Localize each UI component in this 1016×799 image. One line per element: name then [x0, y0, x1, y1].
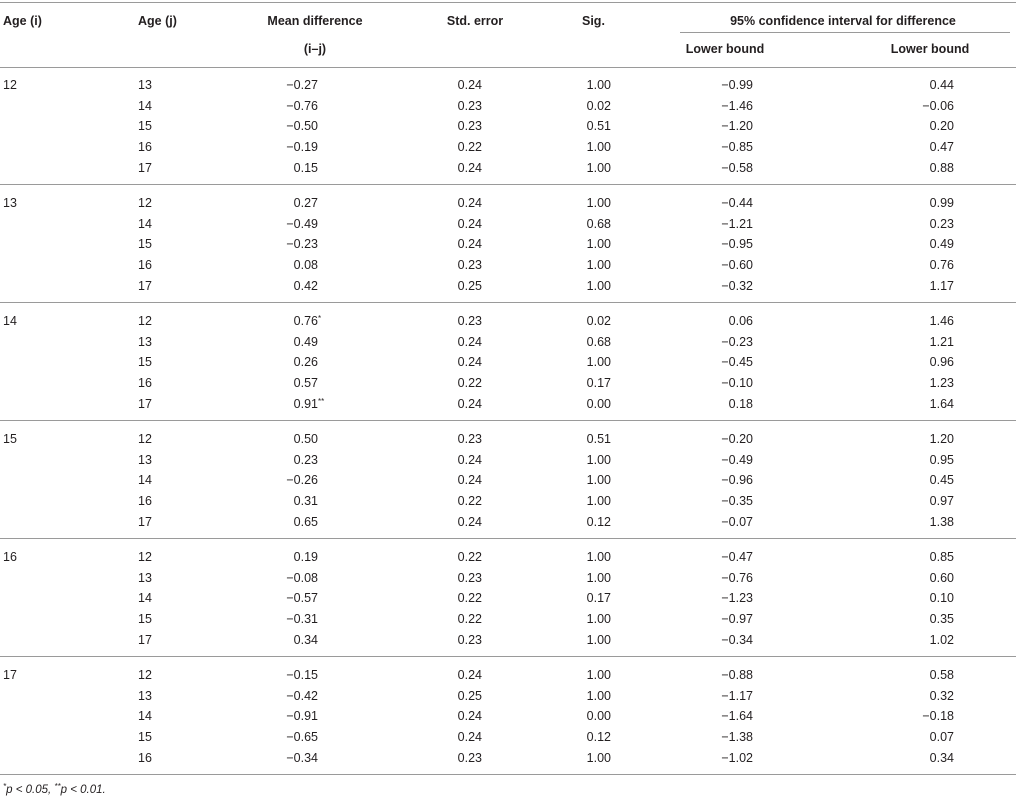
mean-value: 0.57 — [293, 376, 318, 390]
cell-lower-bound: −0.58 — [721, 161, 753, 175]
cell-upper-bound: 0.07 — [929, 730, 954, 744]
cell-age-j: 14 — [138, 217, 152, 231]
mean-value: 0.91 — [293, 397, 318, 411]
mean-value: −0.76 — [286, 99, 318, 113]
cell-std-error: 0.24 — [457, 78, 482, 92]
cell-std-error: 0.24 — [457, 355, 482, 369]
cell-lower-bound: 0.18 — [728, 397, 753, 411]
mean-value: 0.27 — [293, 196, 318, 210]
mean-value: 0.15 — [293, 161, 318, 175]
cell-age-j: 13 — [138, 335, 152, 349]
mean-value: −0.50 — [286, 119, 318, 133]
header-sig: Sig. — [582, 14, 605, 28]
cell-mean-difference — [230, 99, 318, 113]
cell-lower-bound: 0.06 — [728, 314, 753, 328]
cell-upper-bound: 0.95 — [929, 453, 954, 467]
cell-upper-bound: 0.23 — [929, 217, 954, 231]
mean-value: 0.50 — [293, 432, 318, 446]
table-bottom-rule — [0, 774, 1016, 775]
cell-mean-difference — [230, 473, 318, 487]
cell-sig: 1.00 — [586, 689, 611, 703]
cell-mean-difference — [230, 161, 318, 175]
cell-sig: 0.51 — [586, 119, 611, 133]
cell-age-j: 12 — [138, 196, 152, 210]
cell-mean-difference — [230, 376, 318, 390]
cell-lower-bound: −0.95 — [721, 237, 753, 251]
cell-age-j: 17 — [138, 279, 152, 293]
cell-mean-difference — [230, 550, 318, 564]
header-age-i: Age (i) — [3, 14, 42, 28]
header-mean-difference-sub: (i–j) — [303, 42, 327, 56]
cell-std-error: 0.24 — [457, 397, 482, 411]
cell-std-error: 0.22 — [457, 591, 482, 605]
cell-age-j: 14 — [138, 709, 152, 723]
cell-lower-bound: −0.85 — [721, 140, 753, 154]
cell-age-j: 13 — [138, 571, 152, 585]
mean-value: 0.42 — [293, 279, 318, 293]
cell-mean-difference — [230, 571, 318, 585]
mean-value: −0.19 — [286, 140, 318, 154]
cell-age-j: 14 — [138, 99, 152, 113]
mean-value: −0.27 — [286, 78, 318, 92]
cell-age-i: 16 — [3, 550, 17, 564]
cell-lower-bound: −0.96 — [721, 473, 753, 487]
cell-sig: 1.00 — [586, 355, 611, 369]
mean-value: −0.49 — [286, 217, 318, 231]
cell-mean-difference — [230, 119, 318, 133]
cell-sig: 0.00 — [586, 709, 611, 723]
cell-upper-bound: 0.85 — [929, 550, 954, 564]
cell-std-error: 0.24 — [457, 335, 482, 349]
cell-lower-bound: −1.38 — [721, 730, 753, 744]
cell-std-error: 0.24 — [457, 237, 482, 251]
cell-upper-bound: −0.06 — [922, 99, 954, 113]
cell-age-j: 17 — [138, 397, 152, 411]
cell-std-error: 0.25 — [457, 689, 482, 703]
cell-age-j: 13 — [138, 453, 152, 467]
cell-age-j: 15 — [138, 355, 152, 369]
mean-value: 0.65 — [293, 515, 318, 529]
cell-lower-bound: −1.23 — [721, 591, 753, 605]
cell-age-j: 17 — [138, 161, 152, 175]
cell-sig: 0.17 — [586, 376, 611, 390]
cell-age-j: 17 — [138, 633, 152, 647]
cell-age-j: 15 — [138, 237, 152, 251]
cell-std-error: 0.24 — [457, 161, 482, 175]
header-confidence-interval: 95% confidence interval for difference — [730, 14, 956, 28]
cell-upper-bound: 0.32 — [929, 689, 954, 703]
mean-value: −0.26 — [286, 473, 318, 487]
cell-upper-bound: 0.20 — [929, 119, 954, 133]
cell-sig: 0.68 — [586, 217, 611, 231]
cell-upper-bound: 1.20 — [929, 432, 954, 446]
cell-std-error: 0.24 — [457, 730, 482, 744]
mean-value: 0.76 — [293, 314, 318, 328]
cell-mean-difference — [230, 730, 318, 744]
mean-value: 0.08 — [293, 258, 318, 272]
header-bottom-rule — [0, 67, 1016, 68]
cell-lower-bound: −0.44 — [721, 196, 753, 210]
footnote-mark-2: ** — [54, 782, 61, 791]
cell-upper-bound: 1.02 — [929, 633, 954, 647]
header-upper-bound: Lower bound — [890, 42, 970, 56]
mean-value: 0.26 — [293, 355, 318, 369]
cell-sig: 1.00 — [586, 494, 611, 508]
cell-sig: 1.00 — [586, 237, 611, 251]
cell-sig: 1.00 — [586, 161, 611, 175]
cell-mean-difference — [230, 237, 318, 251]
cell-age-j: 15 — [138, 730, 152, 744]
cell-age-j: 12 — [138, 668, 152, 682]
cell-lower-bound: −1.21 — [721, 217, 753, 231]
cell-std-error: 0.24 — [457, 668, 482, 682]
cell-lower-bound: −0.45 — [721, 355, 753, 369]
cell-std-error: 0.22 — [457, 550, 482, 564]
cell-upper-bound: −0.18 — [922, 709, 954, 723]
cell-std-error: 0.23 — [457, 633, 482, 647]
cell-lower-bound: −1.46 — [721, 99, 753, 113]
cell-age-j: 16 — [138, 258, 152, 272]
cell-upper-bound: 0.49 — [929, 237, 954, 251]
cell-upper-bound: 0.97 — [929, 494, 954, 508]
table-footnote — [3, 782, 106, 796]
cell-std-error: 0.24 — [457, 196, 482, 210]
cell-std-error: 0.25 — [457, 279, 482, 293]
cell-sig: 1.00 — [586, 550, 611, 564]
footnote-text-1: p < 0.05, — [6, 784, 55, 796]
cell-age-j: 14 — [138, 591, 152, 605]
cell-upper-bound: 0.76 — [929, 258, 954, 272]
cell-mean-difference — [230, 196, 318, 210]
cell-sig: 1.00 — [586, 78, 611, 92]
mean-value: −0.65 — [286, 730, 318, 744]
table-top-rule — [0, 2, 1016, 3]
cell-age-i: 12 — [3, 78, 17, 92]
cell-age-i: 13 — [3, 196, 17, 210]
cell-age-j: 16 — [138, 494, 152, 508]
mean-value: −0.57 — [286, 591, 318, 605]
header-std-error: Std. error — [446, 14, 504, 28]
cell-lower-bound: −0.35 — [721, 494, 753, 508]
cell-mean-difference — [230, 668, 318, 682]
cell-upper-bound: 0.99 — [929, 196, 954, 210]
mean-value: 0.49 — [293, 335, 318, 349]
cell-age-i: 14 — [3, 314, 17, 328]
cell-sig: 1.00 — [586, 453, 611, 467]
cell-age-i: 15 — [3, 432, 17, 446]
cell-mean-difference — [230, 258, 318, 272]
cell-upper-bound: 1.46 — [929, 314, 954, 328]
cell-sig: 1.00 — [586, 633, 611, 647]
cell-std-error: 0.23 — [457, 258, 482, 272]
cell-lower-bound: −0.88 — [721, 668, 753, 682]
cell-upper-bound: 0.44 — [929, 78, 954, 92]
header-lower-bound: Lower bound — [685, 42, 765, 56]
cell-lower-bound: −0.34 — [721, 633, 753, 647]
cell-upper-bound: 0.96 — [929, 355, 954, 369]
ci-header-rule — [680, 32, 1010, 33]
cell-mean-difference — [230, 78, 318, 92]
cell-sig: 1.00 — [586, 196, 611, 210]
significance-mark: * — [318, 314, 322, 323]
cell-age-j: 13 — [138, 78, 152, 92]
cell-sig: 0.02 — [586, 314, 611, 328]
cell-age-j: 12 — [138, 432, 152, 446]
cell-std-error: 0.24 — [457, 473, 482, 487]
cell-lower-bound: −0.97 — [721, 612, 753, 626]
group-separator — [0, 656, 1016, 657]
mean-value: −0.08 — [286, 571, 318, 585]
cell-mean-difference — [230, 494, 318, 508]
cell-sig: 1.00 — [586, 612, 611, 626]
header-age-j: Age (j) — [138, 14, 177, 28]
cell-mean-difference — [230, 453, 318, 467]
cell-mean-difference — [230, 432, 318, 446]
mean-value: 0.31 — [293, 494, 318, 508]
cell-age-j: 16 — [138, 140, 152, 154]
footnote-text-2: p < 0.01. — [60, 784, 106, 796]
cell-std-error: 0.24 — [457, 515, 482, 529]
cell-std-error: 0.23 — [457, 314, 482, 328]
cell-lower-bound: −0.76 — [721, 571, 753, 585]
cell-lower-bound: −1.64 — [721, 709, 753, 723]
cell-upper-bound: 1.38 — [929, 515, 954, 529]
footnote-mark-1: * — [3, 782, 7, 791]
cell-mean-difference — [230, 217, 318, 231]
cell-lower-bound: −0.20 — [721, 432, 753, 446]
cell-lower-bound: −0.60 — [721, 258, 753, 272]
cell-std-error: 0.22 — [457, 140, 482, 154]
cell-std-error: 0.23 — [457, 751, 482, 765]
cell-upper-bound: 1.17 — [929, 279, 954, 293]
cell-mean-difference — [230, 515, 318, 529]
cell-std-error: 0.23 — [457, 119, 482, 133]
cell-age-j: 15 — [138, 612, 152, 626]
cell-lower-bound: −1.20 — [721, 119, 753, 133]
header-mean-difference: Mean difference — [267, 14, 363, 28]
group-separator — [0, 184, 1016, 185]
cell-sig: 1.00 — [586, 751, 611, 765]
cell-lower-bound: −0.99 — [721, 78, 753, 92]
cell-lower-bound: −0.49 — [721, 453, 753, 467]
cell-mean-difference — [230, 279, 318, 293]
cell-mean-difference — [230, 633, 318, 647]
cell-upper-bound: 0.34 — [929, 751, 954, 765]
cell-sig: 1.00 — [586, 279, 611, 293]
cell-mean-difference — [230, 355, 318, 369]
cell-sig: 1.00 — [586, 668, 611, 682]
mean-value: −0.42 — [286, 689, 318, 703]
cell-age-j: 13 — [138, 689, 152, 703]
group-separator — [0, 302, 1016, 303]
cell-std-error: 0.22 — [457, 376, 482, 390]
cell-upper-bound: 0.47 — [929, 140, 954, 154]
cell-sig: 0.17 — [586, 591, 611, 605]
significance-mark: ** — [318, 397, 325, 406]
mean-value: −0.15 — [286, 668, 318, 682]
mean-value: −0.23 — [286, 237, 318, 251]
mean-value: −0.31 — [286, 612, 318, 626]
cell-sig: 1.00 — [586, 140, 611, 154]
cell-upper-bound: 0.35 — [929, 612, 954, 626]
cell-age-j: 16 — [138, 376, 152, 390]
cell-age-j: 14 — [138, 473, 152, 487]
cell-sig: 0.00 — [586, 397, 611, 411]
cell-mean-difference — [230, 751, 318, 765]
cell-lower-bound: −0.07 — [721, 515, 753, 529]
cell-age-j: 15 — [138, 119, 152, 133]
cell-upper-bound: 0.45 — [929, 473, 954, 487]
cell-sig: 0.02 — [586, 99, 611, 113]
cell-std-error: 0.22 — [457, 494, 482, 508]
cell-mean-difference — [230, 709, 318, 723]
cell-sig: 1.00 — [586, 571, 611, 585]
cell-sig: 0.68 — [586, 335, 611, 349]
cell-age-j: 12 — [138, 314, 152, 328]
cell-upper-bound: 0.60 — [929, 571, 954, 585]
cell-std-error: 0.24 — [457, 709, 482, 723]
cell-upper-bound: 0.58 — [929, 668, 954, 682]
mean-value: 0.19 — [293, 550, 318, 564]
group-separator — [0, 420, 1016, 421]
cell-mean-difference — [230, 689, 318, 703]
cell-age-j: 17 — [138, 515, 152, 529]
mean-value: −0.34 — [286, 751, 318, 765]
cell-sig: 0.12 — [586, 730, 611, 744]
cell-sig: 0.51 — [586, 432, 611, 446]
cell-upper-bound: 0.88 — [929, 161, 954, 175]
mean-value: −0.91 — [286, 709, 318, 723]
cell-mean-difference — [230, 335, 318, 349]
cell-lower-bound: −0.47 — [721, 550, 753, 564]
cell-std-error: 0.23 — [457, 571, 482, 585]
group-separator — [0, 538, 1016, 539]
cell-std-error: 0.23 — [457, 432, 482, 446]
cell-mean-difference — [230, 397, 325, 411]
cell-upper-bound: 0.10 — [929, 591, 954, 605]
cell-mean-difference — [230, 140, 318, 154]
cell-std-error: 0.24 — [457, 217, 482, 231]
cell-upper-bound: 1.64 — [929, 397, 954, 411]
cell-mean-difference — [230, 314, 322, 328]
cell-std-error: 0.23 — [457, 99, 482, 113]
cell-std-error: 0.22 — [457, 612, 482, 626]
cell-lower-bound: −1.02 — [721, 751, 753, 765]
cell-sig: 0.12 — [586, 515, 611, 529]
cell-upper-bound: 1.23 — [929, 376, 954, 390]
cell-mean-difference — [230, 612, 318, 626]
cell-lower-bound: −1.17 — [721, 689, 753, 703]
cell-age-j: 12 — [138, 550, 152, 564]
cell-std-error: 0.24 — [457, 453, 482, 467]
cell-lower-bound: −0.23 — [721, 335, 753, 349]
cell-lower-bound: −0.10 — [721, 376, 753, 390]
cell-lower-bound: −0.32 — [721, 279, 753, 293]
cell-age-i: 17 — [3, 668, 17, 682]
cell-sig: 1.00 — [586, 258, 611, 272]
cell-age-j: 16 — [138, 751, 152, 765]
mean-value: 0.34 — [293, 633, 318, 647]
cell-sig: 1.00 — [586, 473, 611, 487]
mean-value: 0.23 — [293, 453, 318, 467]
cell-mean-difference — [230, 591, 318, 605]
cell-upper-bound: 1.21 — [929, 335, 954, 349]
